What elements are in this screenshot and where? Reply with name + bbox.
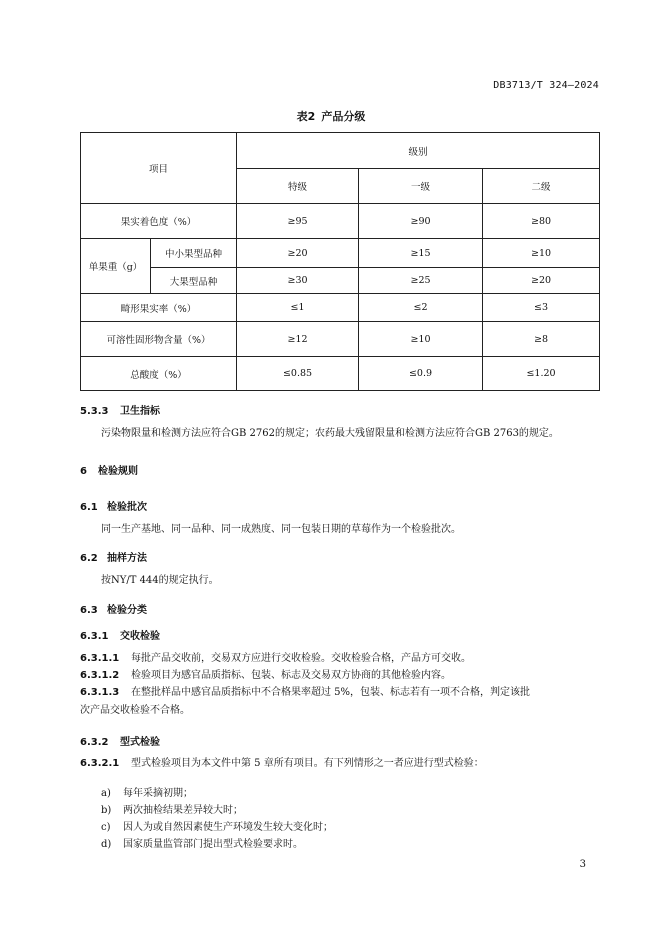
table-row bbox=[81, 204, 600, 239]
table-cell: ≥25 bbox=[359, 268, 483, 294]
table-row bbox=[81, 322, 600, 357]
section-6-3-heading: 6.3 检验分类 bbox=[80, 605, 147, 616]
table-row bbox=[81, 268, 600, 294]
section-5-3-3-heading: 5.3.3 卫生指标 bbox=[80, 406, 160, 417]
list-item: b) 两次抽检结果差异较大时； bbox=[101, 805, 243, 816]
table-cell: ≥80 bbox=[483, 204, 600, 239]
table-cell: ≤2 bbox=[359, 294, 483, 322]
grade-second: 二级 bbox=[483, 169, 600, 204]
clause-6-3-2-1: 6.3.2.1 型式检验项目为本文件中第 5 章所有项目。有下列情形之一者应进行型式检验： bbox=[80, 758, 484, 769]
header-grade: 级别 bbox=[237, 133, 600, 169]
row-label: 果实着色度（%） bbox=[81, 204, 237, 239]
grade-first: 一级 bbox=[359, 169, 483, 204]
table-cell: ≥95 bbox=[237, 204, 359, 239]
grade-special: 特级 bbox=[237, 169, 359, 204]
section-6-3-2-heading: 6.3.2 型式检验 bbox=[80, 737, 160, 748]
section-6-1-text: 同一生产基地、同一品种、同一成熟度、同一包装日期的草莓作为一个检验批次。 bbox=[101, 524, 461, 535]
clause-6-3-1-2: 6.3.1.2 检验项目为感官品质指标、包装、标志及交易双方协商的其他检验内容。 bbox=[80, 670, 451, 681]
table-caption-title: 产品分级 bbox=[321, 110, 366, 123]
list-item: d) 国家质量监管部门提出型式检验要求时。 bbox=[101, 839, 303, 850]
table-cell: ≤1 bbox=[237, 294, 359, 322]
table-cell: ≥10 bbox=[359, 322, 483, 357]
clause-6-3-1-3: 6.3.1.3 在整批样品中感官品质指标中不合格果率超过 5%，包装、标志若有一项不合格，判定该批 bbox=[80, 687, 531, 698]
table-cell: ≥10 bbox=[483, 239, 600, 268]
section-6-2-text: 按NY/T 444的规定执行。 bbox=[101, 575, 219, 586]
table-row bbox=[81, 239, 600, 268]
table-cell: ≤1.20 bbox=[483, 357, 600, 391]
row-label: 可溶性固形物含量（%） bbox=[81, 322, 237, 357]
table-cell: ≥30 bbox=[237, 268, 359, 294]
table-caption-number: 表2 bbox=[296, 110, 316, 123]
header-item: 项目 bbox=[81, 133, 237, 204]
row-sublabel: 中小果型品种 bbox=[151, 239, 237, 268]
section-6-2-heading: 6.2 抽样方法 bbox=[80, 553, 147, 564]
section-6-1-heading: 6.1 检验批次 bbox=[80, 502, 147, 513]
section-6-heading: 6 检验规则 bbox=[80, 466, 138, 477]
table-cell: ≥20 bbox=[483, 268, 600, 294]
table-caption bbox=[0, 108, 662, 124]
grade-table bbox=[80, 132, 600, 391]
row-label: 总酸度（%） bbox=[81, 357, 237, 391]
table-cell: ≥12 bbox=[237, 322, 359, 357]
list-item: c) 因人为或自然因素使生产环境发生较大变化时； bbox=[101, 822, 333, 833]
row-sublabel: 大果型品种 bbox=[151, 268, 237, 294]
document-id: DB3713/T 324—2024 bbox=[493, 80, 599, 91]
table-cell: ≥8 bbox=[483, 322, 600, 357]
table-cell: ≥20 bbox=[237, 239, 359, 268]
table-cell: ≥15 bbox=[359, 239, 483, 268]
row-label: 单果重（g） bbox=[81, 239, 151, 294]
row-label: 畸形果实率（%） bbox=[81, 294, 237, 322]
table-row bbox=[81, 357, 600, 391]
table-cell: ≥90 bbox=[359, 204, 483, 239]
list-item: a) 每年采摘初期； bbox=[101, 788, 193, 799]
section-6-3-1-heading: 6.3.1 交收检验 bbox=[80, 631, 160, 642]
table-row bbox=[81, 294, 600, 322]
section-5-3-3-text: 污染物限量和检测方法应符合GB 2762的规定；农药最大残留限量和检测方法应符合GB 2763的规定。 bbox=[101, 428, 559, 439]
page-number: 3 bbox=[579, 859, 586, 870]
clause-6-3-1-1: 6.3.1.1 每批产品交收前，交易双方应进行交收检验。交收检验合格，产品方可交收。 bbox=[80, 653, 471, 664]
clause-6-3-1-3-continued: 次产品交收检验不合格。 bbox=[80, 705, 190, 716]
table-cell: ≤0.85 bbox=[237, 357, 359, 391]
table-cell: ≤3 bbox=[483, 294, 600, 322]
table-cell: ≤0.9 bbox=[359, 357, 483, 391]
